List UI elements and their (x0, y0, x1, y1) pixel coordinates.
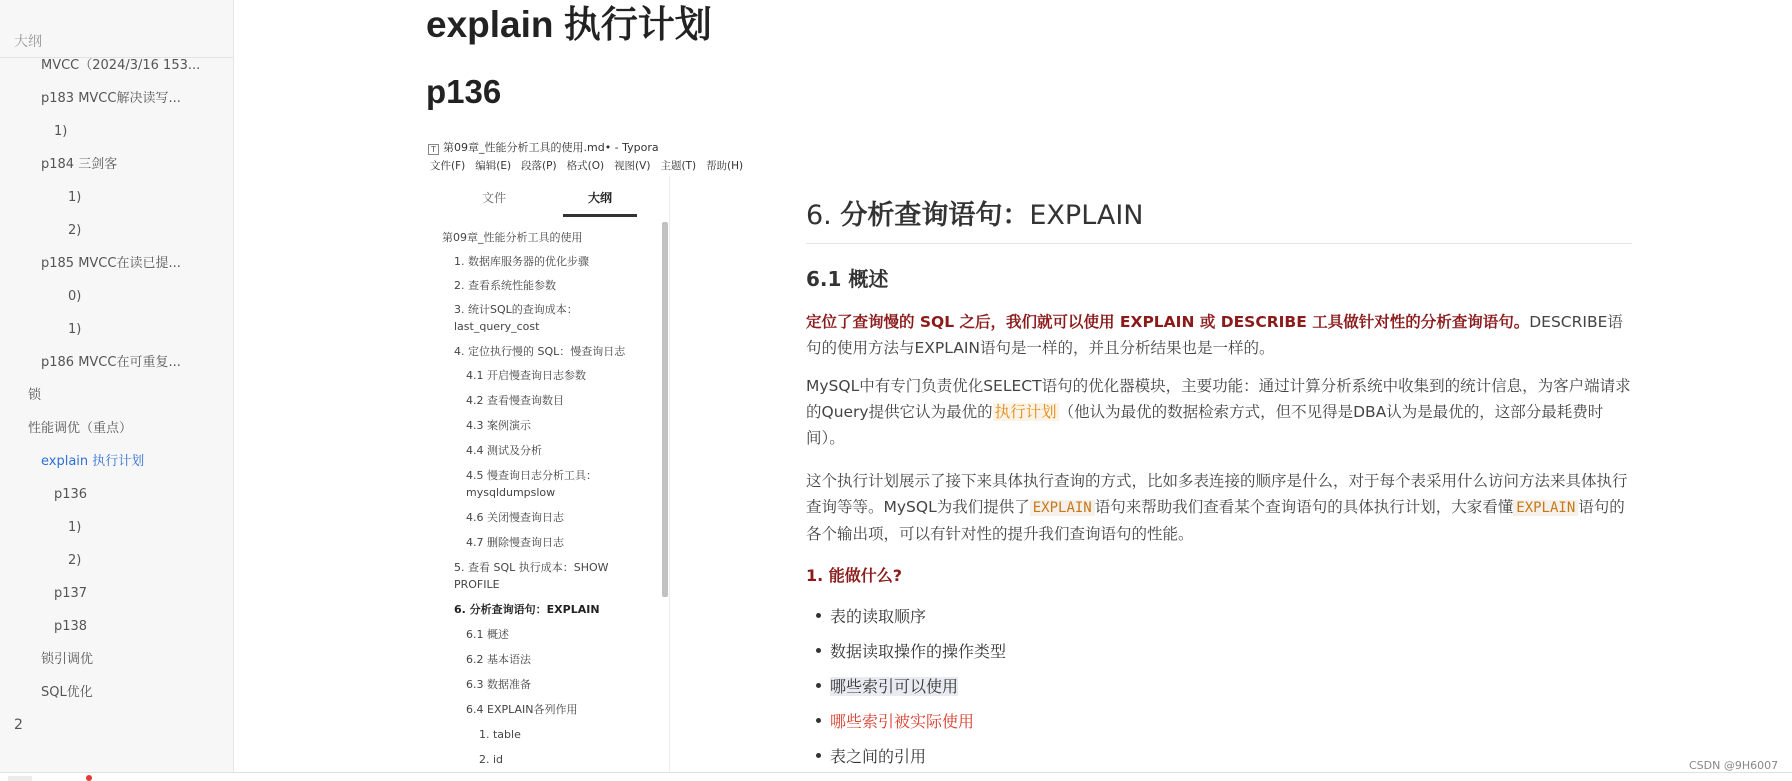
heading-number: 6. (806, 200, 832, 231)
outline-scrollbar[interactable] (662, 222, 668, 597)
record-indicator-icon (86, 775, 92, 781)
typora-window-title (428, 139, 659, 155)
bullet-dot (816, 683, 821, 688)
menu-help[interactable]: 帮助(H) (706, 160, 744, 172)
page-title: explain 执行计划 (426, 4, 712, 45)
sidebar-outline-item[interactable]: p186 MVCC在可重复... (41, 355, 181, 370)
outline-item[interactable]: 4. 定位执行慢的 SQL：慢查询日志 (454, 345, 626, 358)
article-heading-6 (806, 193, 1144, 232)
paragraph-2 (806, 373, 1632, 451)
outline-item[interactable]: 4.5 慢查询日志分析工具： (466, 469, 597, 482)
list-item (816, 639, 1006, 662)
menu-file[interactable]: 文件(F) (430, 160, 466, 172)
bullet-dot (816, 613, 821, 618)
outline-item[interactable]: 3. 统计SQL的查询成本： (454, 303, 578, 316)
outline-item[interactable]: last_query_cost (454, 320, 540, 333)
outline-item[interactable]: 1. table (479, 728, 521, 741)
bullet-dot (816, 648, 821, 653)
sidebar-outline-item[interactable]: p138 (54, 619, 88, 634)
outline-item[interactable]: 6.3 数据准备 (466, 678, 531, 691)
outline-item[interactable]: PROFILE (454, 578, 500, 591)
outline-item[interactable]: 1. 数据库服务器的优化步骤 (454, 255, 589, 268)
list-item (816, 604, 926, 627)
sidebar-outline-item[interactable]: 1) (68, 322, 82, 337)
outline-item[interactable]: 4.6 关闭慢查询日志 (466, 511, 564, 524)
paragraph-1-text: DESCRIBE语句的使用方法与EXPLAIN语句是一样的，并且分析结果也是一样的。 (806, 313, 1623, 357)
list-item-text: 哪些索引可以使用 (830, 677, 959, 696)
list-item-text: 表之间的引用 (830, 747, 927, 766)
outline-item[interactable]: 4.4 测试及分析 (466, 444, 542, 457)
subheading-what-can-do: 1. 能做什么? (806, 566, 903, 585)
paragraph-3 (806, 468, 1632, 547)
bottom-tab[interactable] (8, 776, 32, 781)
section-heading-p136: p136 (426, 73, 502, 110)
paragraph-3-text-a: 这个执行计划展示了接下来具体执行查询的方式，比如多表连接的顺序是什么，对于每个表采用什么访问方法来具体执行查询等等。MySQL为我们提供了 (806, 472, 1628, 516)
typora-app-icon: T (428, 144, 439, 155)
paragraph-2-text-b: （他认为最优的数据检索方式，但不见得是DBA认为是最优的，这部分最耗费时间）。 (806, 403, 1604, 447)
paragraph-1 (806, 309, 1632, 361)
sidebar-outline-item[interactable]: p137 (54, 586, 88, 601)
sidebar-outline-item[interactable]: 1) (68, 520, 82, 535)
menu-format[interactable]: 格式(O) (566, 160, 605, 172)
paragraph-1-emphasis: 定位了查询慢的 SQL 之后，我们就可以使用 EXPLAIN 或 DESCRIBE 工具做针对性的分析查询语句。 (806, 313, 1530, 331)
list-item-text: 数据读取操作的操作类型 (830, 642, 1007, 661)
outline-item[interactable]: 6. 分析查询语句：EXPLAIN (454, 603, 600, 616)
sidebar-outline-item[interactable]: MVCC（2024/3/16 153... (41, 58, 201, 73)
inline-code-explain-2: EXPLAIN (1513, 500, 1578, 516)
article-heading-6-1: 6.1 概述 (806, 267, 889, 291)
sidebar-outline-item[interactable]: p136 (54, 487, 88, 502)
outline-item[interactable]: 4.1 开启慢查询日志参数 (466, 369, 586, 382)
outline-item[interactable]: 2. id (479, 753, 504, 766)
bullet-dot (816, 753, 821, 758)
panel-separator (669, 176, 670, 772)
sidebar-outline-item[interactable]: p185 MVCC在读已提... (41, 256, 181, 271)
outline-item[interactable]: 6.1 概述 (466, 628, 509, 641)
inline-code-explain: EXPLAIN (1030, 500, 1095, 516)
outline-item[interactable]: 6.4 EXPLAIN各列作用 (466, 703, 578, 716)
sidebar-footer-count: 2 (14, 717, 23, 733)
sidebar-outline-item[interactable]: 2) (68, 223, 82, 238)
list-item (816, 674, 958, 697)
sidebar-outline-item[interactable]: p184 三剑客 (41, 157, 118, 172)
heading-rule (806, 243, 1632, 244)
sidebar-outline-item[interactable]: 锁引调优 (41, 652, 94, 667)
list-item-text: 哪些索引被实际使用 (830, 712, 975, 731)
window-title-text: 第09章_性能分析工具的使用.md• - Typora (443, 141, 659, 154)
menu-view[interactable]: 视图(V) (614, 160, 651, 172)
outline-item[interactable]: 4.2 查看慢查询数目 (466, 394, 564, 407)
sidebar-outline-item[interactable]: 0) (68, 289, 82, 304)
tab-outline-underline (563, 214, 637, 217)
outline-item[interactable]: 第09章_性能分析工具的使用 (442, 231, 583, 244)
bullet-dot (816, 718, 821, 723)
outline-item[interactable]: 4.7 删除慢查询日志 (466, 536, 564, 549)
heading-rest-text: EXPLAIN (1029, 200, 1144, 231)
sidebar-outline-item[interactable]: explain 执行计划 (41, 454, 145, 469)
sidebar-outline-item[interactable]: 锁 (28, 388, 42, 403)
outline-item[interactable]: 2. 查看系统性能参数 (454, 279, 556, 292)
sidebar-outline-item[interactable]: 1) (54, 124, 68, 139)
tab-outline[interactable]: 大纲 (588, 191, 613, 205)
outline-item[interactable]: 4.3 案例演示 (466, 419, 531, 432)
menu-edit[interactable]: 编辑(E) (475, 160, 512, 172)
sidebar-outline-item[interactable]: 1) (68, 190, 82, 205)
sidebar-outline-item[interactable]: 2) (68, 553, 82, 568)
menu-theme[interactable]: 主题(T) (660, 160, 697, 172)
list-item (816, 744, 926, 767)
menu-paragraph[interactable]: 段落(P) (521, 160, 557, 172)
heading-bold-text: 分析查询语句： (840, 200, 1030, 231)
outline-item[interactable]: 6.2 基本语法 (466, 653, 531, 666)
embedded-typora-screenshot (426, 136, 1636, 772)
tab-file[interactable]: 文件 (482, 191, 507, 205)
list-item-text: 表的读取顺序 (830, 607, 927, 626)
paragraph-2-text-a: MySQL中有专门负责优化SELECT语句的优化器模块，主要功能：通过计算分析系统中收集到的统计信息，为客户端请求的Query提供它认为最优的 (806, 377, 1631, 421)
paragraph-3-text-c: 语句的各个输出项，可以有针对性的提升我们查询语句的性能。 (806, 498, 1625, 543)
sidebar-outline-item[interactable]: p183 MVCC解决读写... (41, 91, 181, 106)
list-item (816, 709, 974, 732)
paragraph-3-text-b: 语句来帮助我们查看某个查询语句的具体执行计划，大家看懂 (1094, 498, 1514, 516)
typora-menubar (430, 158, 753, 173)
outline-item[interactable]: mysqldumpslow (466, 486, 556, 499)
bottom-divider (0, 772, 1792, 773)
paragraph-2-highlight: 执行计划 (994, 403, 1057, 421)
watermark: CSDN @9H6007 (1689, 759, 1779, 772)
sidebar-outline-item[interactable]: SQL优化 (41, 685, 93, 700)
outline-item[interactable]: 5. 查看 SQL 执行成本：SHOW (454, 561, 609, 574)
outline-sidebar (0, 0, 234, 772)
sidebar-outline-item[interactable]: 性能调优（重点） (28, 421, 133, 436)
sidebar-title: 大纲 (14, 34, 42, 50)
